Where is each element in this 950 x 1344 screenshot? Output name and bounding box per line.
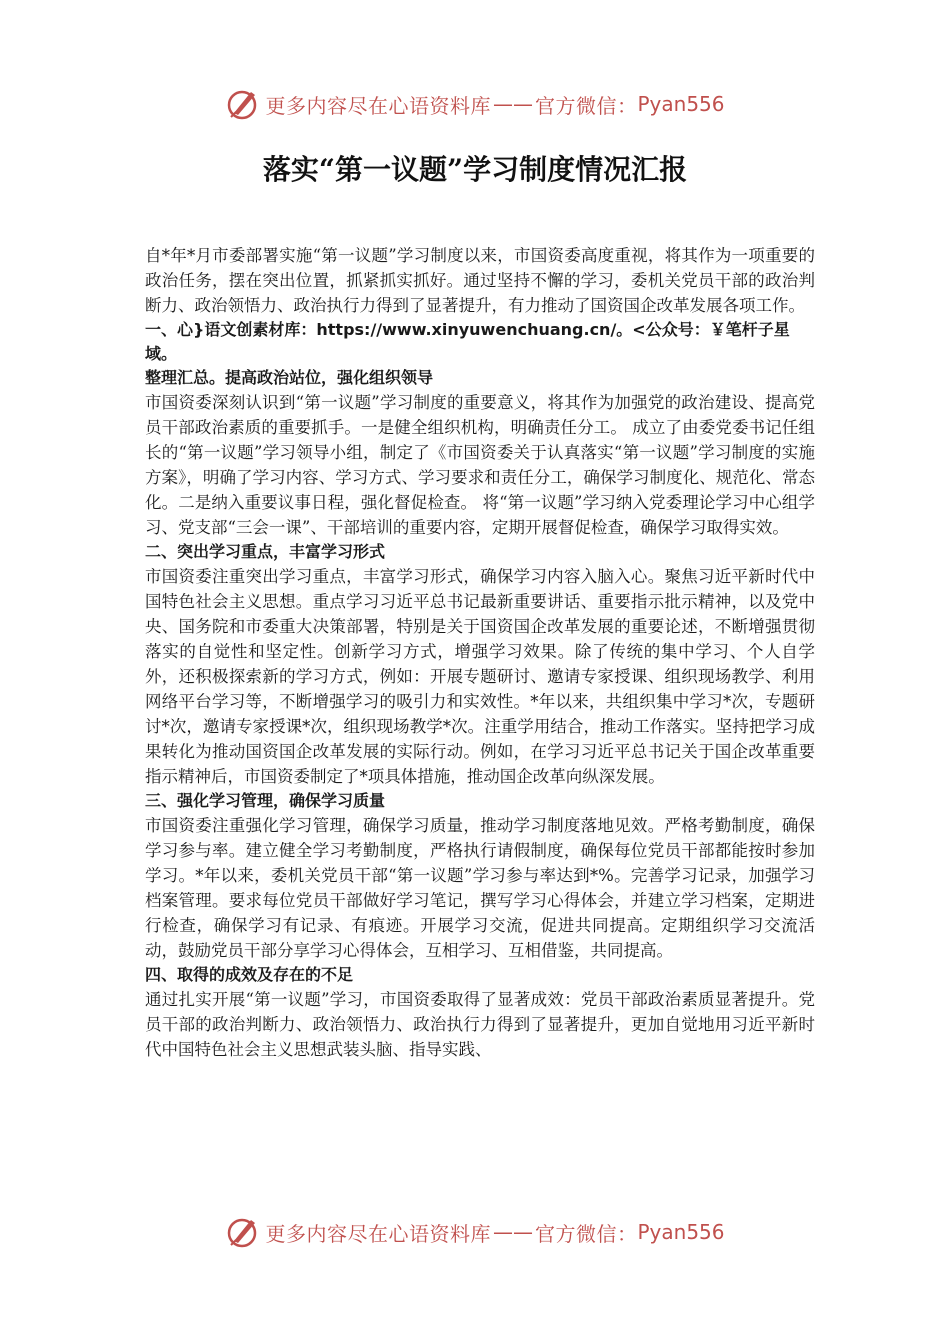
section2-heading: 二、突出学习重点，丰富学习形式 (145, 542, 386, 561)
watermark-suffix: 官方微信： (534, 93, 638, 118)
quill-logo-icon (225, 86, 261, 122)
section3-body: 市国资委注重强化学习管理，确保学习质量，推动学习制度落地见效。严格考勤制度，确保学习参与率。建立健全学习考勤制度，严格执行请假制度，确保每位党员干部都能按时参加学习。*年以来，委机关党员干部“第一议题”学习参与率达到*%。完善学习记录，加强学习档案管理。要求每位党员干部做好学习笔记，撰写学习心得体会，并建立学习档案，定期进行检查，确保学习有记录、有痕迹。开展学习交流，促进共同提高。定期组织学习交流活动，鼓励党员干部分享学习心得体会，互相学习、互相借鉴，共同提高。 (145, 816, 815, 960)
section3-heading: 三、强化学习管理，确保学习质量 (145, 791, 386, 810)
quill-logo-icon (225, 1214, 261, 1250)
page-title: 落实“第一议题”学习制度情况汇报 (262, 153, 688, 186)
watermark-separator: —— (492, 92, 533, 116)
watermark-header (0, 84, 950, 124)
section4-heading: 四、取得的成效及存在的不足 (145, 965, 354, 984)
section2-body: 市国资委注重突出学习重点，丰富学习形式，确保学习内容入脑入心。聚焦习近平新时代中国特色社会主义思想。重点学习习近平总书记最新重要讲话、重要指示批示精神，以及党中央、国务院和市委重大决策部署，特别是关于国资国企改革发展的重要论述，不断增强贯彻落实的自觉性和坚定性。创新学习方式，增强学习效果。除了传统的集中学习、个人自学外，还积极探索新的学习方式，例如：开展专题研讨、邀请专家授课、组织现场教学、利用网络平台学习等，不断增强学习的吸引力和实效性。*年以来，共组织集中学习*次，专题研讨*次，邀请专家授课*次，组织现场教学*次。注重学用结合，推动工作落实。坚持把学习成果转化为推动国资国企改革发展的实际行动。例如，在学习习近平总书记关于国企改革重要指示精神后，市国资委制定了*项具体措施，推动国企改革向纵深发展。 (145, 567, 815, 786)
watermark-text: 更多内容尽在心语资料库 (265, 93, 491, 118)
watermark-wechat-id: Pyan556 (637, 1220, 725, 1244)
watermark-wechat-id: Pyan556 (637, 92, 725, 116)
section1-heading-line1: 一、心}语文创素材库：https://www.xinyuwenchuang.cn/。<公众号：￥笔杆子星域。 (145, 320, 790, 363)
section1-body: 市国资委深刻认识到“第一议题”学习制度的重要意义，将其作为加强党的政治建设、提高党员干部政治素质的重要抓手。一是健全组织机构，明确责任分工。 成立了由委党委书记任组长的“第一议题”学习领导小组，制定了《市国资委关于认真落实“第一议题”学习制度的实施方案》，明确了学习内容、学习方式、学习要求和责任分工，确保学习制度化、规范化、常态化。二是纳入重要议事日程，强化督促检查。 将“第一议题”学习纳入党委理论学习中心组学习、党支部“三会一课”、干部培训的重要内容，定期开展督促检查，确保学习取得实效。 (145, 393, 815, 537)
watermark-separator: —— (492, 1220, 533, 1244)
section4-body: 通过扎实开展“第一议题”学习，市国资委取得了显著成效：党员干部政治素质显著提升。党员干部的政治判断力、政治领悟力、政治执行力得到了显著提升，更加自觉地用习近平新时代中国特色社会主义思想武装头脑、指导实践、 (145, 990, 815, 1059)
watermark-footer (0, 1212, 950, 1252)
watermark-suffix: 官方微信： (534, 1221, 638, 1246)
intro-paragraph: 自*年*月市委部署实施“第一议题”学习制度以来，市国资委高度重视，将其作为一项重要的政治任务，摆在突出位置，抓紧抓实抓好。通过坚持不懈的学习，委机关党员干部的政治判断力、政治领悟力、政治执行力得到了显著提升，有力推动了国资国企改革发展各项工作。 (145, 246, 815, 315)
watermark-text: 更多内容尽在心语资料库 (265, 1221, 491, 1246)
document-body (145, 243, 815, 1062)
section1-heading-line2: 整理汇总。提高政治站位，强化组织领导 (145, 368, 434, 387)
